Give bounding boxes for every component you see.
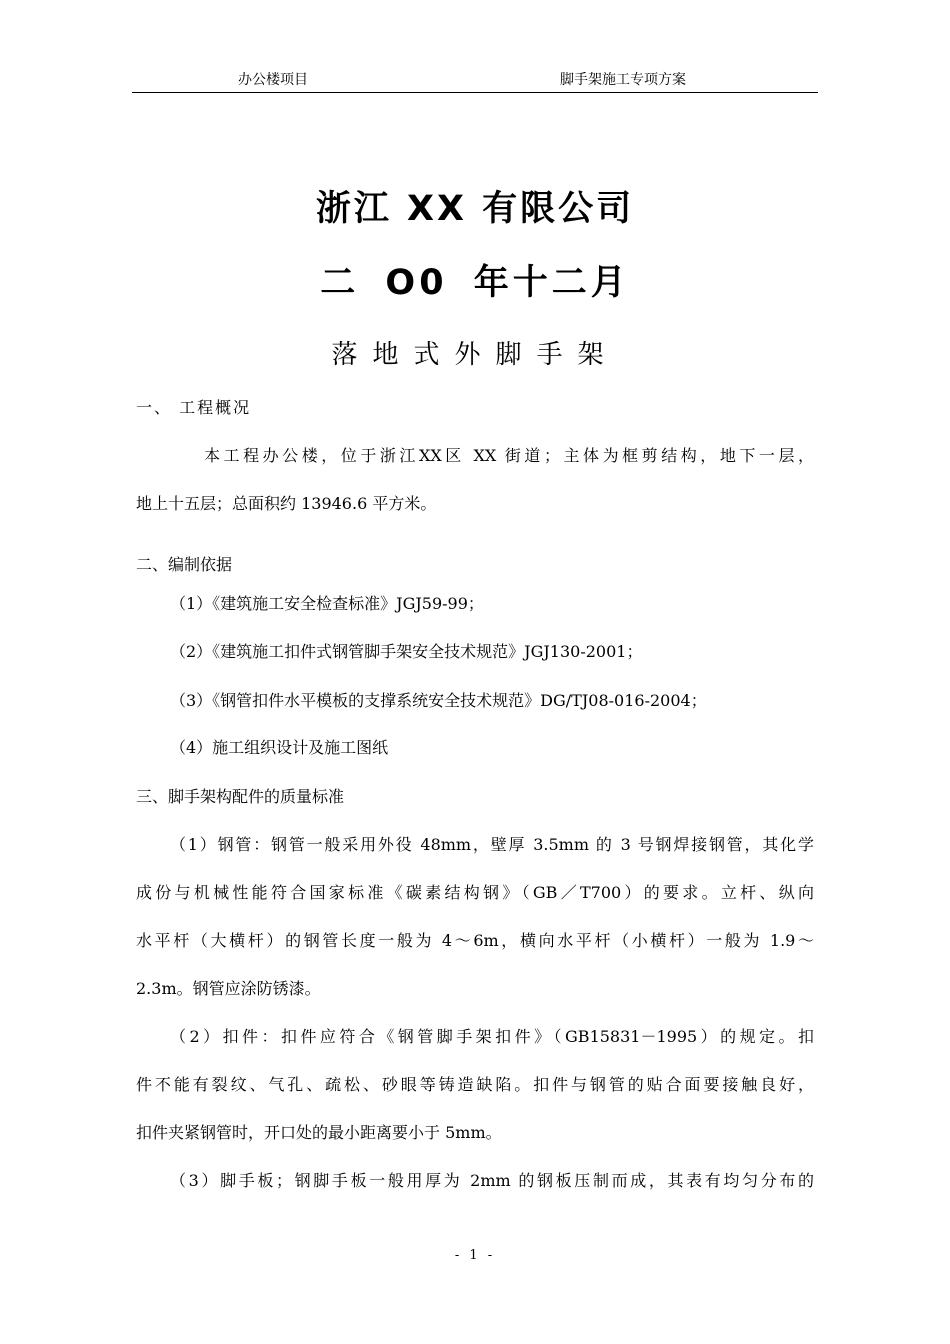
basis-item-3: （3）《钢管扣件水平模板的支撑系统安全技术规范》DG/TJ08-016-2004； <box>170 691 707 710</box>
date-title: 二 O0 年十二月 <box>320 263 630 303</box>
coupler-line-3: 扣件夹紧钢管时，开口处的最小距离要小于 5mm。 <box>136 1123 502 1142</box>
overview-line-1: 本工程办公楼，位于浙江XX区 XX 街道；主体为框剪结构，地下一层， <box>204 446 814 465</box>
steel-pipe-line-4: 2.3m。钢管应涂防锈漆。 <box>136 979 321 998</box>
basis-item-1: （1）《建筑施工安全检查标准》JGJ59-99； <box>170 594 484 613</box>
steel-pipe-line-2: 成份与机械性能符合国家标准《碳素结构钢》（GB／T700）的要求。立杆、纵向 <box>136 883 814 902</box>
scaffold-board-line-1: （3）脚手板；钢脚手板一般用厚为 2mm 的钢板压制而成，其表有均匀分布的 <box>170 1171 814 1190</box>
header-rule <box>132 92 818 93</box>
steel-pipe-line-1: （1）钢管：钢管一般采用外役 48mm，壁厚 3.5mm 的 3 号钢焊接钢管，其化学 <box>170 835 814 854</box>
section-heading-overview: 一、 工程概况 <box>136 398 252 417</box>
steel-pipe-line-3: 水平杆（大横杆）的钢管长度一般为 4～6m，横向水平杆（小横杆）一般为 1.9～ <box>136 931 814 950</box>
company-title: 浙江 XX 有限公司 <box>315 189 635 229</box>
overview-line-2: 地上十五层；总面积约 13946.6 平方米。 <box>136 494 437 513</box>
section-heading-basis: 二、编制依据 <box>136 555 233 574</box>
page-number: - 1 - <box>454 1248 496 1263</box>
coupler-line-2: 件不能有裂纹、气孔、疏松、砂眼等铸造缺陷。扣件与钢管的贴合面要接触良好， <box>136 1075 814 1094</box>
basis-item-2: （2）《建筑施工扣件式钢管脚手架安全技术规范》JGJ130-2001； <box>170 642 643 661</box>
document-subtitle: 落地式外脚手架 <box>331 340 619 370</box>
basis-item-4: （4）施工组织设计及施工图纸 <box>170 738 389 757</box>
section-heading-quality: 三、脚手架构配件的质量标准 <box>136 787 345 806</box>
coupler-line-1: （2）扣件：扣件应符合《钢管脚手架扣件》（GB15831－1995）的规定。扣 <box>170 1027 814 1046</box>
header-project-name: 办公楼项目 <box>238 72 308 88</box>
header-document-title: 脚手架施工专项方案 <box>560 72 686 88</box>
